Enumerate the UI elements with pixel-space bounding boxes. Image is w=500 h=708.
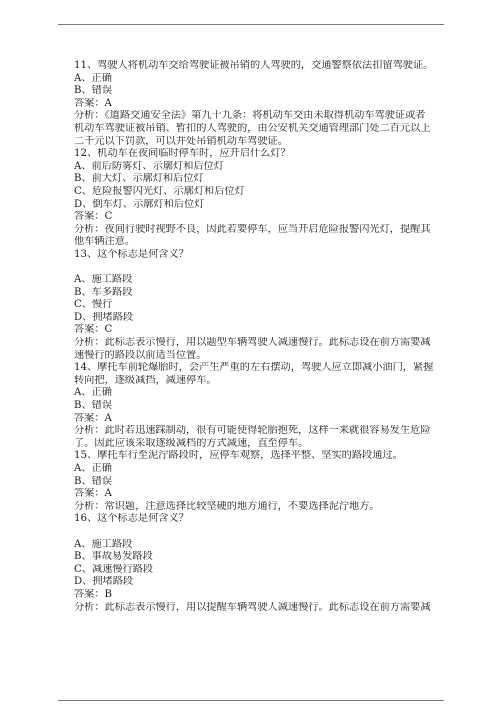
question-line: 16、这个标志是何含义？ — [74, 513, 189, 525]
analysis-line: 分析：夜间行驶时视野不良，因此若要停车，应当开启危险报警闪光灯，提醒其 — [74, 223, 431, 235]
answer-line: 答案：B — [74, 588, 113, 600]
option-line: B、事故易发路段 — [74, 551, 153, 563]
text-line: 二千元以下罚款，可以并处吊销机动车驾驶证。 — [74, 135, 288, 147]
option-line: A、正确 — [74, 72, 112, 84]
option-line: D、拥堵路段 — [74, 576, 134, 588]
option-line: A、前后防雾灯、示廓灯和后位灯 — [74, 160, 224, 172]
text-line: 机动车驾驶证被吊销、暂扣的人驾驶的，由公安机关交通管理部门处二百元以上 — [74, 122, 431, 134]
question-line: 15、摩托车行至泥泞路段时，应停车观察，选择平整、坚实的路段通过。 — [74, 450, 403, 462]
option-line: A、施工路段 — [74, 274, 133, 286]
text-line: 速慢行的路段以前适当位置。 — [74, 349, 207, 361]
answer-line: 答案：C — [74, 324, 113, 336]
option-line: C、危险报警闪光灯、示廓灯和后位灯 — [74, 185, 245, 197]
option-line: B、错误 — [74, 85, 113, 97]
bottom-rule — [58, 700, 444, 701]
text-line: 转向把，逐级减挡，减速停车。 — [74, 374, 217, 386]
answer-line: 答案：C — [74, 211, 113, 223]
option-line: A、正确 — [74, 463, 112, 474]
analysis-line: 分析：常识题，注意选择比较坚硬的地方通行，不要选择泥泞地方。 — [74, 500, 380, 512]
top-rule — [58, 24, 444, 25]
option-line: D、拥堵路段 — [74, 311, 134, 323]
analysis-line: 分析：此时若迅速踩制动，很有可能使得轮胎抱死，这样一来就很容易发生危险 — [74, 425, 431, 437]
option-line: B、错误 — [74, 475, 113, 487]
option-line: D、倒车灯、示廓灯和后位灯 — [74, 198, 205, 210]
document-body — [74, 60, 434, 614]
answer-line: 答案：A — [74, 97, 112, 109]
blank-line — [74, 262, 434, 275]
option-line: A、正确 — [74, 387, 112, 399]
option-line: C、减速慢行路段 — [74, 563, 154, 575]
question-line: 13、这个标志是何含义？ — [74, 248, 189, 260]
analysis-line: 分析：《道路交通安全法》第九十九条：将机动车交由未取得机动车驾驶证或者 — [74, 110, 426, 122]
answer-line: 答案：A — [74, 488, 112, 500]
text-line: 了。因此应该采取逐级减档的方式减速，直至停车。 — [74, 437, 309, 449]
option-line: C、慢行 — [74, 299, 113, 311]
question-line: 12、机动车在夜间临时停车时，应开启什么灯？ — [74, 148, 291, 160]
question-line: 11、驾驶人将机动车交给驾驶证被吊销的人驾驶的，交通警察依法扣留驾驶证。 — [74, 60, 434, 71]
answer-line: 答案：A — [74, 412, 112, 424]
option-line: B、前大灯、示廓灯和后位灯 — [74, 173, 204, 185]
blank-line — [74, 526, 434, 539]
text-line: 他车辆注意。 — [74, 236, 136, 248]
option-line: B、车多路段 — [74, 286, 133, 298]
option-line: A、施工路段 — [74, 538, 133, 550]
question-line: 14、摩托车前轮爆胎时，会产生严重的左右摆动，驾驶人应立即减小油门，紧握 — [74, 362, 434, 374]
analysis-line: 分析：此标志表示慢行，用以提醒车辆驾驶人减速慢行。此标志设在前方需要减 — [74, 601, 431, 613]
analysis-line: 分析：此标志表示慢行，用以题型车辆驾驶人减速慢行。此标志设在前方需要减 — [74, 337, 431, 349]
option-line: B、错误 — [74, 400, 113, 412]
